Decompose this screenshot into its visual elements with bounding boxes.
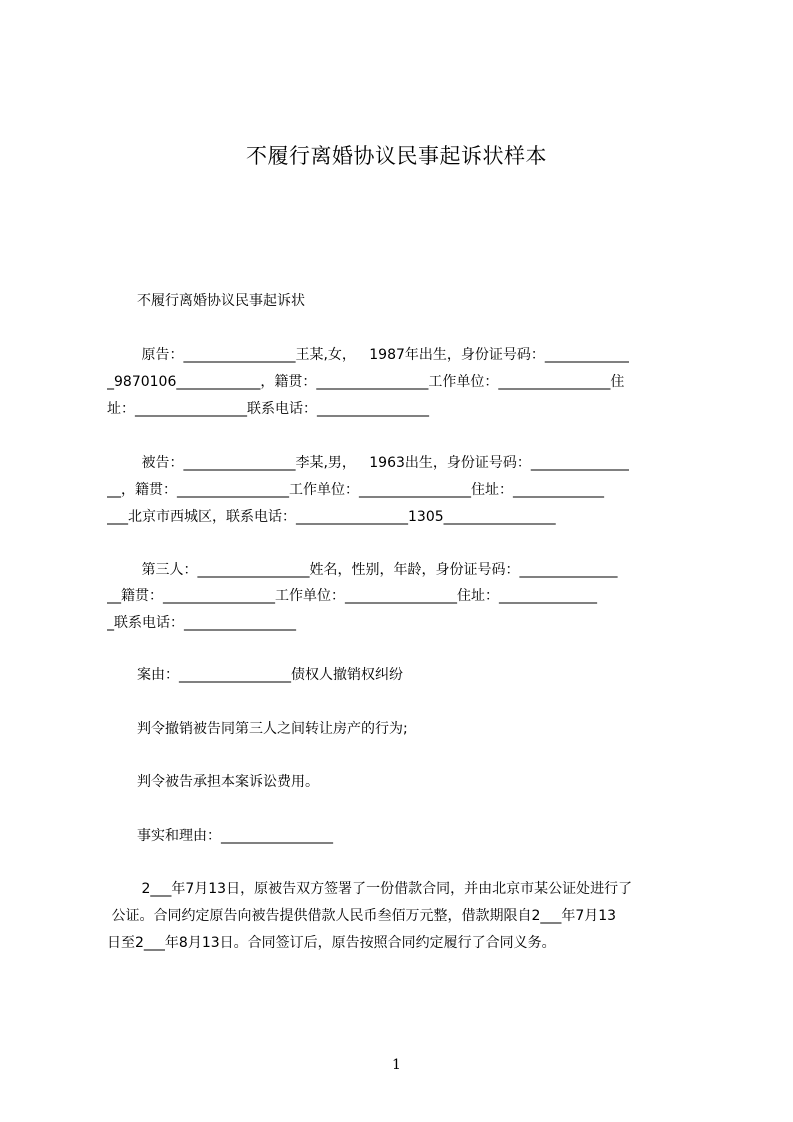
facts-line-1: 2___年7月13日，原被告双方签署了一份借款合同，并由北京市某公证处进行了	[137, 881, 633, 897]
third-party-line-1: 第三人：________________姓名，性别，年龄，身份证号码：______________	[137, 562, 618, 578]
complaint-heading: 不履行离婚协议民事起诉状	[137, 293, 305, 309]
facts-heading: 事实和理由：________________	[137, 828, 333, 844]
defendant-line-2: __，籍贯：________________工作单位：________________住址：_____________	[107, 482, 604, 498]
defendant-line-1: 被告：________________李某,男， 1963出生，身份证号码：______________	[137, 455, 629, 471]
defendant-line-3: ___北京市西城区，联系电话：________________1305________________	[107, 509, 556, 525]
claim-litigation-costs: 判令被告承担本案诉讼费用。	[137, 774, 319, 790]
document-title: 不履行离婚协议民事起诉状样本	[246, 144, 547, 168]
plaintiff-line-1: 原告：________________王某,女， 1987年出生，身份证号码：____________	[137, 347, 629, 363]
page-number: 1	[392, 1057, 401, 1073]
plaintiff-line-2: _9870106____________，籍贯：________________工作单位：________________住	[107, 374, 625, 390]
third-party-line-3: _联系电话：________________	[107, 615, 296, 631]
facts-line-2: 公证。合同约定原告向被告提供借款人民币叁佰万元整，借款期限自2___年7月13	[107, 908, 617, 924]
third-party-line-2: __籍贯：________________工作单位：________________住址：______________	[107, 588, 597, 604]
facts-line-3: 日至2___年8月13日。合同签订后，原告按照合同约定履行了合同义务。	[107, 935, 556, 951]
plaintiff-line-3: 址：________________联系电话：________________	[107, 401, 429, 417]
claim-revoke-transfer: 判令撤销被告同第三人之间转让房产的行为;	[137, 721, 408, 737]
case-cause: 案由：________________债权人撤销权纠纷	[137, 667, 403, 683]
